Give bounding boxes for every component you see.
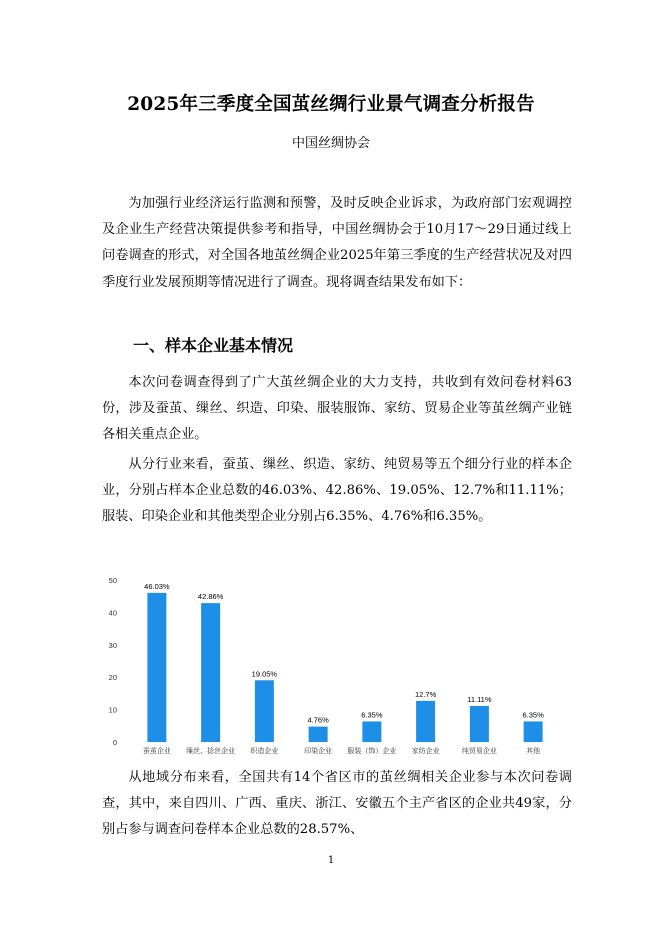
x-category-label: 印染企业	[304, 748, 333, 755]
sample-paragraph: 本次问卷调查得到了广大茧丝绸企业的大力支持，共收到有效问卷材料63份，涉及蚕茧、缫丝、织造、印染、服装服饰、家纺、贸易企业等茧丝绸产业链各相关重点企业。	[102, 375, 572, 443]
bar-data-label: 6.35%	[361, 710, 383, 720]
report-title: 2025年三季度全国茧丝绸行业景气调查分析报告	[127, 94, 535, 115]
page-number: 1	[327, 855, 335, 866]
y-tick-label: 0	[112, 738, 117, 747]
bar-data-label: 46.03%	[144, 581, 170, 591]
x-category-label: 蚕茧企业	[142, 748, 171, 755]
bar-data-label: 42.86%	[197, 592, 224, 602]
report-author: 中国丝绸协会	[291, 136, 370, 151]
y-tick-label: 50	[108, 576, 117, 585]
bar	[255, 680, 274, 742]
industry-share-bar-chart	[105, 570, 565, 760]
section-heading: 一、样本企业基本情况	[133, 336, 294, 355]
bar-data-label: 6.35%	[522, 710, 544, 720]
bar-data-label: 19.05%	[251, 669, 278, 679]
x-category-label: 缫丝、捻丝企业	[186, 748, 236, 755]
x-category-label: 服装（饰）企业	[347, 748, 397, 755]
bar-data-label: 4.76%	[307, 715, 329, 725]
y-tick-label: 40	[108, 608, 117, 618]
x-category-label: 纯贸易企业	[461, 748, 497, 755]
bar	[362, 721, 381, 742]
industry-paragraph: 从分行业来看，蚕茧、缫丝、织造、家纺、纯贸易等五个细分行业的样本企业，分别占样本企业总数的46.03%、42.86%、19.05%、12.7%和11.11%；服装、印染企业和其他类型企业分别占6.35%、4.76%和6.35%。	[102, 457, 572, 525]
x-category-label: 织造企业	[250, 748, 279, 755]
intro-paragraph: 为加强行业经济运行监测和预警，及时反映企业诉求，为政府部门宏观调控及企业生产经营决策提供参考和指导，中国丝绸协会于10月17～29日通过线上问卷调查的形式，对全国各地茧丝绸企业2025年第三季度的生产经营状况及对四季度行业发展预期等情况进行了调查。现将调查结果发布如下：	[102, 196, 572, 290]
bar	[201, 603, 220, 742]
x-category-label: 其他	[526, 748, 541, 755]
bar	[524, 721, 543, 742]
bar	[147, 593, 166, 742]
bar	[309, 727, 328, 742]
bar-data-label: 11.11%	[467, 695, 492, 705]
bar-data-label: 12.7%	[414, 689, 437, 699]
x-category-label: 家纺企业	[411, 748, 440, 755]
region-paragraph: 从地域分布来看，全国共有14个省区市的茧丝绸相关企业参与本次问卷调查，其中，来自四川、广西、重庆、浙江、安徽五个主产省区的企业共49家，分别占参与调查问卷样本企业总数的28.57%、	[102, 770, 572, 838]
y-tick-label: 20	[108, 673, 117, 683]
y-tick-label: 10	[108, 705, 117, 715]
bar	[470, 706, 489, 742]
bar	[416, 701, 435, 742]
y-tick-label: 30	[108, 640, 117, 650]
